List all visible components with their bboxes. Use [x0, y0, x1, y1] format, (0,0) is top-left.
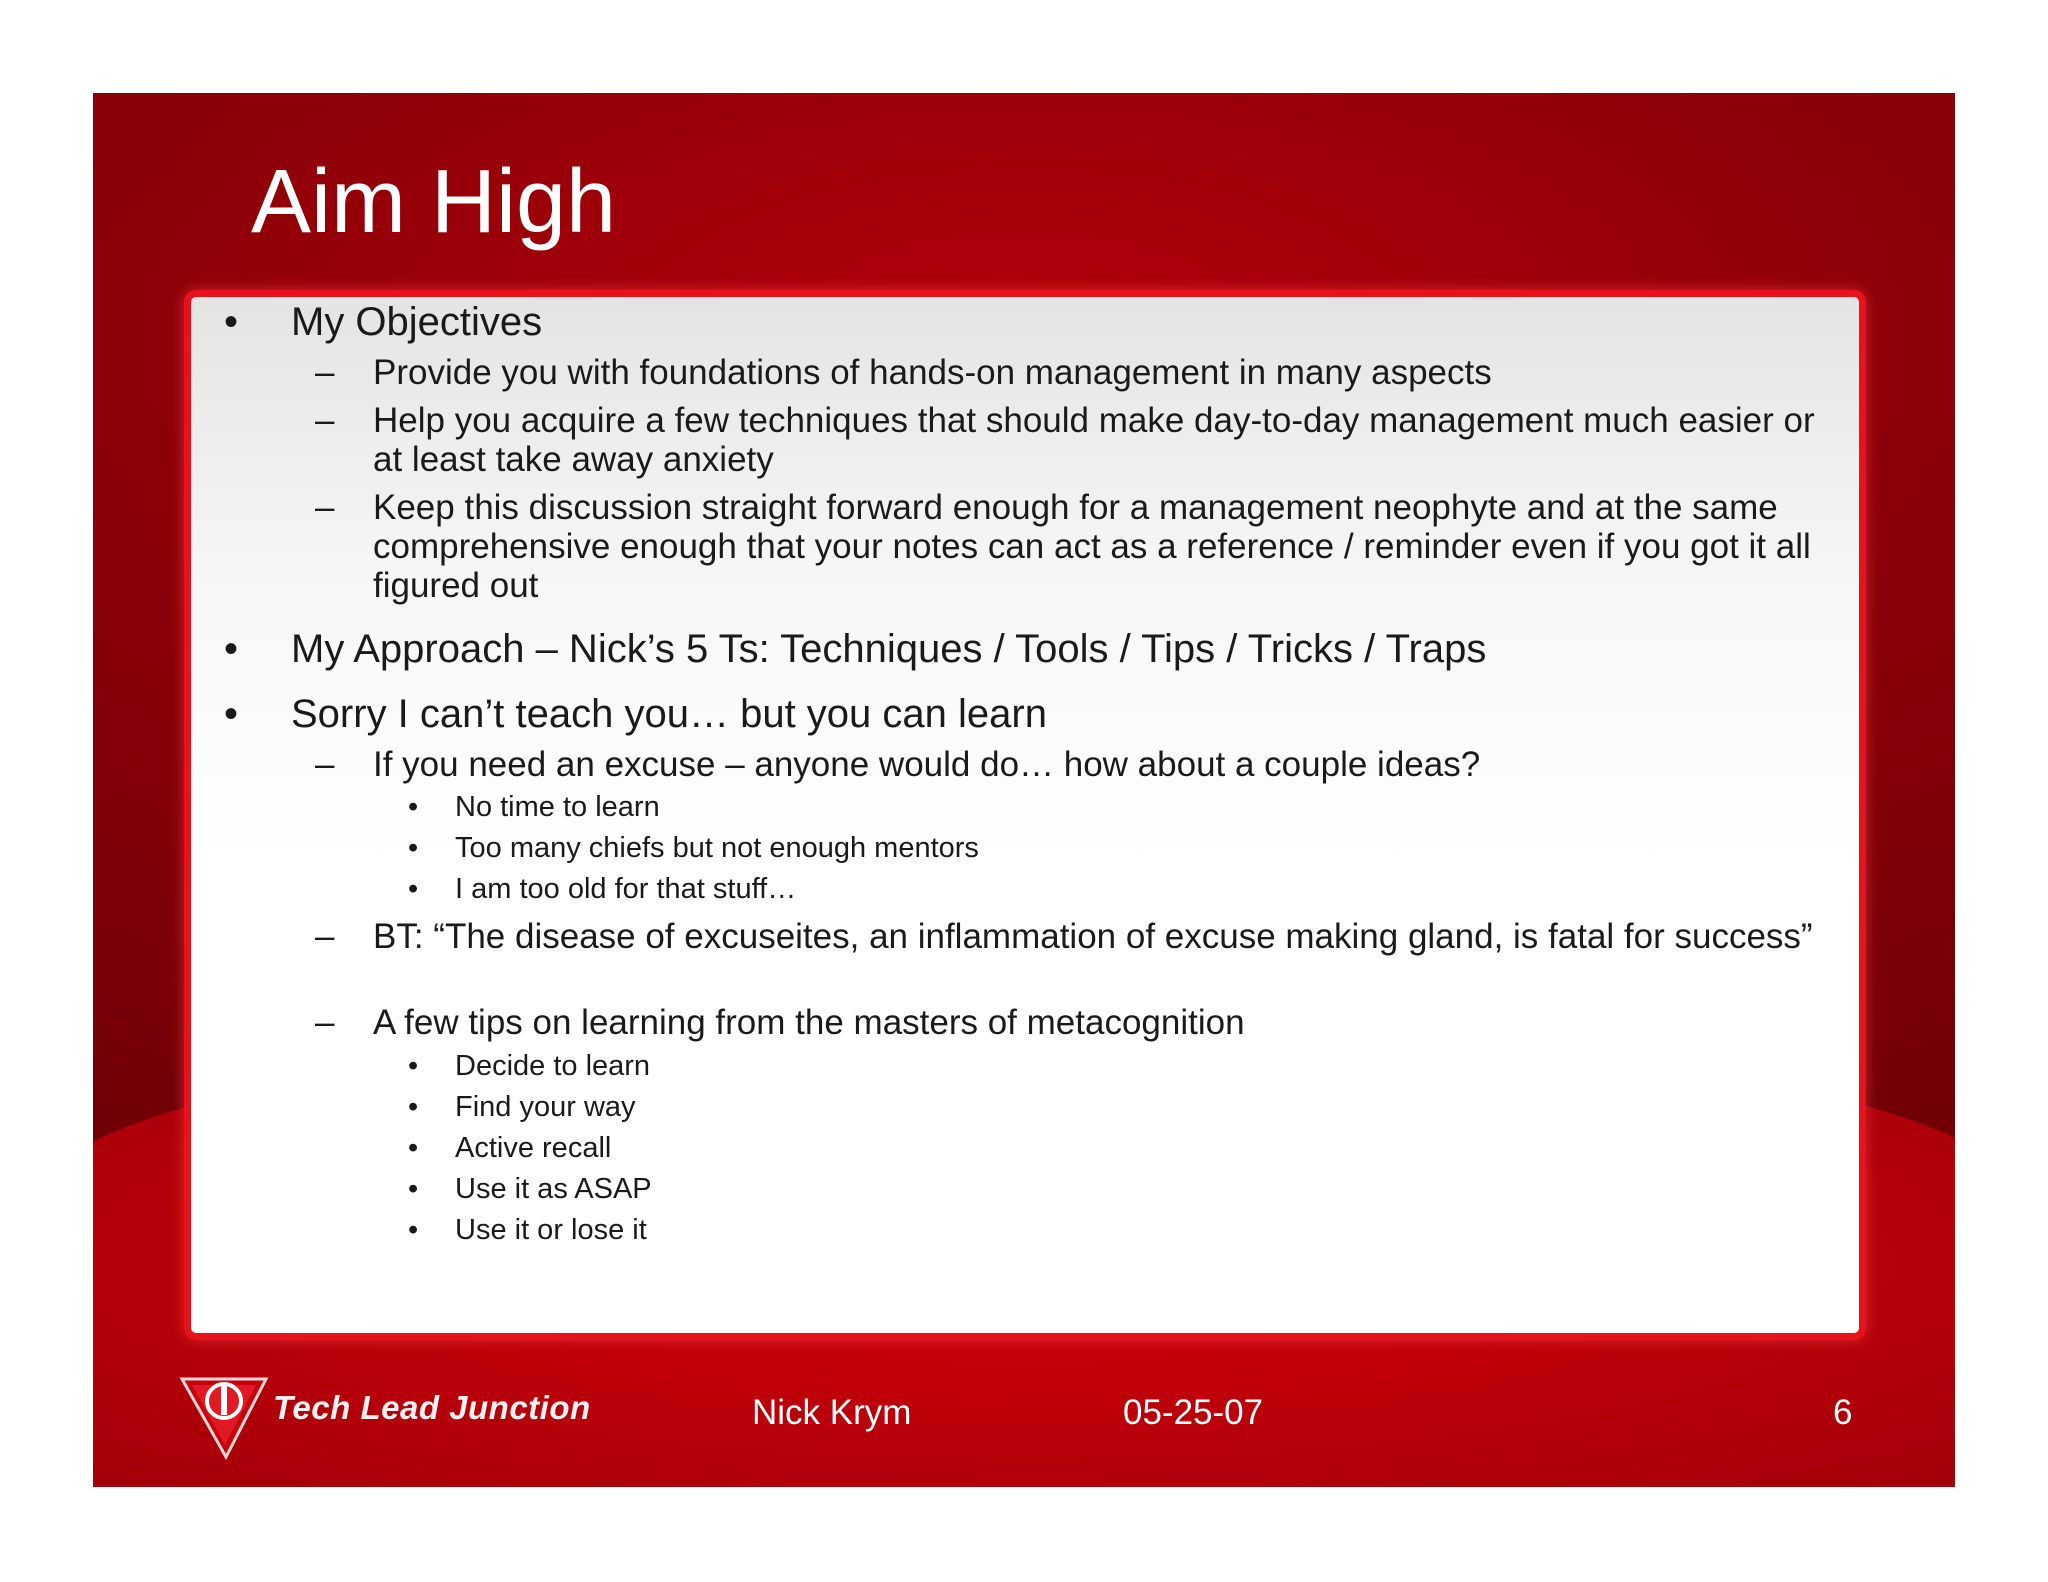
footer-author: Nick Krym [752, 1393, 912, 1432]
bullet-item [191, 691, 1859, 737]
sub-bullet-item [191, 353, 1859, 392]
sub-sub-bullet-item [191, 1210, 1859, 1251]
sub-sub-bullet-text: Use it or lose it [455, 1214, 647, 1246]
sub-list-objectives-3 [191, 488, 1859, 605]
sub-bullet-item [191, 488, 1859, 605]
small-bullet-mark: • [408, 1173, 419, 1205]
sub-sub-list-excuse [191, 787, 1859, 910]
small-bullet-mark: • [408, 873, 419, 905]
dash-mark: – [315, 488, 335, 527]
sub-sub-bullet-item [191, 828, 1859, 869]
sub-bullet-item [191, 401, 1859, 479]
bullet-text: My Objectives [291, 300, 543, 344]
bullet-mark: • [224, 692, 239, 736]
small-bullet-mark: • [408, 1091, 419, 1123]
bullet-text: My Approach – Nick’s 5 Ts: Techniques / Tools / Tips / Tricks / Traps [291, 627, 1487, 671]
bullet-approach [191, 626, 1859, 672]
dash-mark: – [315, 745, 335, 784]
small-bullet-mark: • [408, 1214, 419, 1246]
sub-sub-bullet-text: Find your way [455, 1091, 636, 1123]
logo-emblem-icon [178, 1371, 270, 1461]
sub-sub-bullet-item [191, 787, 1859, 828]
small-bullet-mark: • [408, 1132, 419, 1164]
sub-sub-bullet-item [191, 1087, 1859, 1128]
sub-bullet-text: Keep this discussion straight forward enough for a management neophyte and at the same comprehensive enough that your notes can act as a reference / reminder even if you got it all figured out [373, 488, 1811, 605]
sub-list-objectives-2 [191, 401, 1859, 479]
content-box [184, 290, 1866, 1340]
sub-bullet-item [191, 917, 1859, 956]
dash-mark: – [315, 353, 335, 392]
bullet-objectives [191, 299, 1859, 345]
logo-text: Tech Lead Junction [273, 1389, 591, 1426]
bullet-item [191, 626, 1859, 672]
sub-bullet-item [191, 1003, 1859, 1042]
sub-bullet-text: A few tips on learning from the masters of metacognition [373, 1003, 1245, 1042]
bullet-item [191, 299, 1859, 345]
sub-list-objectives [191, 353, 1859, 392]
sub-sub-bullet-item [191, 1128, 1859, 1169]
tech-lead-junction-logo [178, 1371, 591, 1461]
sub-list-tips [191, 1003, 1859, 1042]
bullet-sorry [191, 691, 1859, 737]
sub-sub-bullet-text: Too many chiefs but not enough mentors [455, 832, 979, 864]
sub-bullet-text: Help you acquire a few techniques that should make day-to-day management much easier or at least take away anxiety [373, 401, 1815, 479]
sub-sub-list-tips [191, 1046, 1859, 1251]
sub-sub-bullet-text: No time to learn [455, 791, 660, 823]
bullet-mark: • [224, 300, 239, 344]
sub-bullet-text: Provide you with foundations of hands-on management in many aspects [373, 353, 1492, 392]
sub-sub-bullet-text: Use it as ASAP [455, 1173, 652, 1205]
sub-list-excuse [191, 745, 1859, 784]
sub-sub-bullet-text: I am too old for that stuff… [455, 873, 797, 905]
small-bullet-mark: • [408, 791, 419, 823]
small-bullet-mark: • [408, 1050, 419, 1082]
sub-sub-bullet-item [191, 869, 1859, 910]
bullet-text: Sorry I can’t teach you… but you can learn [291, 692, 1047, 736]
sub-bullet-text: If you need an excuse – anyone would do… how about a couple ideas? [373, 745, 1481, 784]
small-bullet-mark: • [408, 832, 419, 864]
bullet-mark: • [224, 627, 239, 671]
sub-sub-bullet-text: Active recall [455, 1132, 612, 1164]
sub-sub-bullet-text: Decide to learn [455, 1050, 651, 1082]
sub-bullet-text: BT: “The disease of excuseites, an inflammation of excuse making gland, is fatal for success” [373, 917, 1813, 956]
slide [93, 93, 1955, 1487]
slide-title: Aim High [251, 152, 617, 252]
sub-sub-bullet-item [191, 1046, 1859, 1087]
footer-page-number: 6 [1833, 1393, 1853, 1432]
sub-list-bt-quote [191, 917, 1859, 956]
dash-mark: – [315, 401, 335, 440]
sub-bullet-item [191, 745, 1859, 784]
sub-sub-bullet-item [191, 1169, 1859, 1210]
footer-date: 05-25-07 [1123, 1393, 1264, 1432]
dash-mark: – [315, 1003, 335, 1042]
dash-mark: – [315, 917, 335, 956]
